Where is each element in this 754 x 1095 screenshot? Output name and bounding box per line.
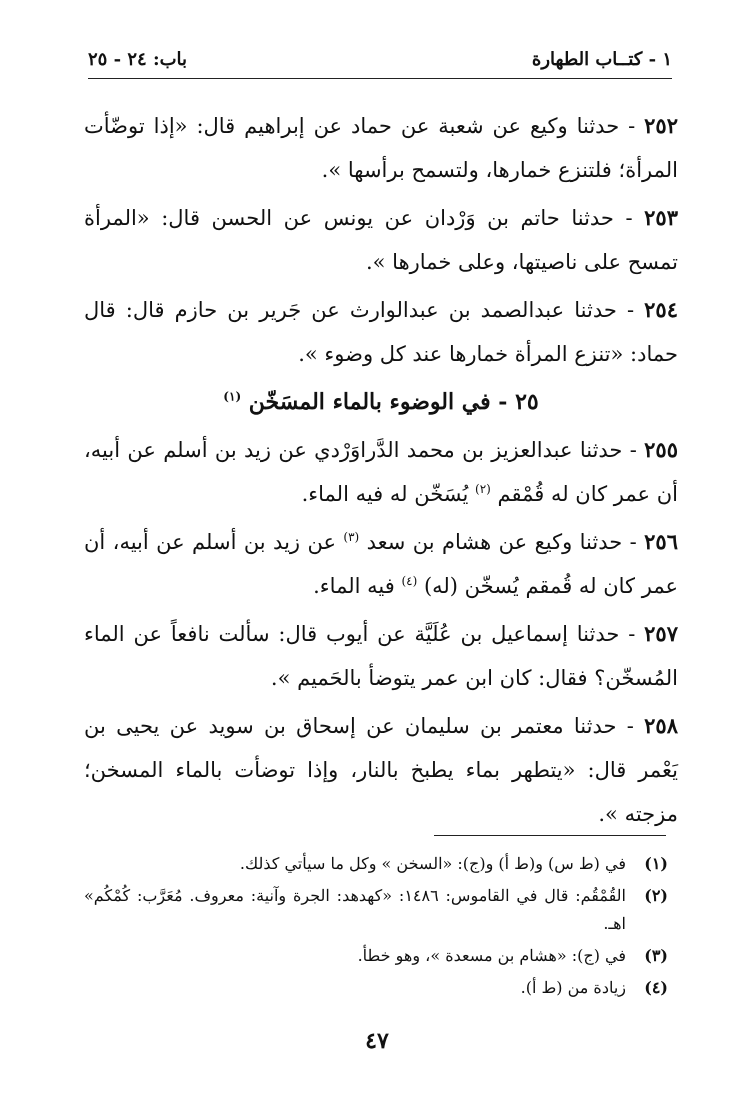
hadith-text: - حدثنا إسماعيل بن عُلَيَّة عن أيوب قال: سألت نافعاً عن الماء المُسخّن؟ فقال: كان ابن عمر يتوضأ بالحَميم ».: [84, 622, 678, 690]
footnote-3: [84, 942, 668, 970]
hadith-number: ٢٥٢: [644, 113, 678, 138]
hadith-number: ٢٥٣: [644, 205, 678, 230]
hadith-number: ٢٥٤: [644, 297, 678, 322]
footnote-ref[interactable]: (٢): [475, 482, 491, 496]
hadith-256: [84, 520, 678, 608]
section-title-text: ٢٥ - في الوضوء بالماء المسَخّن: [248, 389, 539, 415]
hadith-253: [84, 196, 678, 284]
hadith-text-end: فيه الماء.: [313, 574, 402, 598]
hadith-number: ٢٥٦: [644, 529, 678, 554]
hadith-number: ٢٥٥: [644, 437, 678, 462]
hadith-252: [84, 104, 678, 192]
footnote-ref[interactable]: (٤): [401, 574, 418, 588]
hadith-text-cont: يُسَخّن له فيه الماء.: [301, 482, 476, 506]
hadith-255: [84, 428, 678, 516]
hadith-text: - حدثنا حاتم بن وَرْدان عن يونس عن الحسن قال: «المرأة تمسح على ناصيتها، وعلى خمارها ».: [84, 206, 678, 274]
hadith-number: ٢٥٧: [644, 621, 678, 646]
footnote-text: القُمْقُم: قال في القاموس: ١٤٨٦: «كهدهد: الجرة وآنية: معروف. مُعَرَّب: كُمْكُم» اهـ.: [84, 886, 626, 933]
footnote-1: [84, 850, 668, 878]
footnote-4: [84, 974, 668, 1002]
header-chapter-title: ١ - كتــاب الطهارة: [531, 48, 672, 70]
header-rule: [88, 78, 672, 79]
hadith-257: [84, 612, 678, 700]
footnotes: [84, 850, 668, 1006]
hadith-number: ٢٥٨: [644, 713, 678, 738]
header-bab-range: باب: ٢٤ - ٢٥: [88, 48, 188, 70]
hadith-text: - حدثنا وكيع عن هشام بن سعد: [359, 530, 645, 554]
section-heading: [84, 380, 678, 424]
hadith-258: [84, 704, 678, 836]
hadith-text: - حدثنا وكيع عن شعبة عن حماد عن إبراهيم قال: «إذا توضّأت المرأة؛ فلتنزع خمارها، ولتسمح برأسها ».: [84, 114, 678, 182]
page-number: ٤٧: [365, 1028, 389, 1054]
footnote-mark: (٤): [644, 978, 668, 997]
hadith-text-cont: عن زيد بن أسلم عن أبيه، أن عمر كان له قُمقم يُسخّن (له): [84, 530, 678, 598]
main-text: [84, 104, 678, 840]
footnote-ref[interactable]: (٣): [343, 530, 360, 544]
footnote-text: في (ط س) و(ط أ) و(ج): «السخن » وكل ما سيأتي كذلك.: [239, 854, 626, 873]
running-header: [88, 44, 672, 74]
hadith-254: [84, 288, 678, 376]
footnote-mark: (٢): [644, 886, 668, 905]
hadith-text: - حدثنا معتمر بن سليمان عن إسحاق بن سويد عن يحيى بن يَعْمر قال: «يتطهر بماء يطبخ بالنار، وإذا توضأت بالماء المسخن؛ مزجته ».: [84, 714, 678, 826]
footnote-text: زيادة من (ط أ).: [520, 978, 626, 997]
footnote-2: [84, 882, 668, 938]
hadith-text: - حدثنا عبدالصمد بن عبدالوارث عن جَرير بن حازم قال: قال حماد: «تنزع المرأة خمارها عند كل وضوء ».: [84, 298, 678, 366]
footnote-text: في (ج): «هشام بن مسعدة »، وهو خطأ.: [357, 946, 626, 965]
footnote-mark: (١): [644, 854, 668, 873]
footnote-mark: (٣): [644, 946, 668, 965]
footnote-separator: [434, 835, 666, 836]
hadith-text: - حدثنا عبدالعزيز بن محمد الدَّراوَرْدي عن زيد بن أسلم عن أبيه، أن عمر كان له قُمْقم: [84, 438, 678, 506]
footnote-ref[interactable]: (١): [223, 389, 242, 404]
